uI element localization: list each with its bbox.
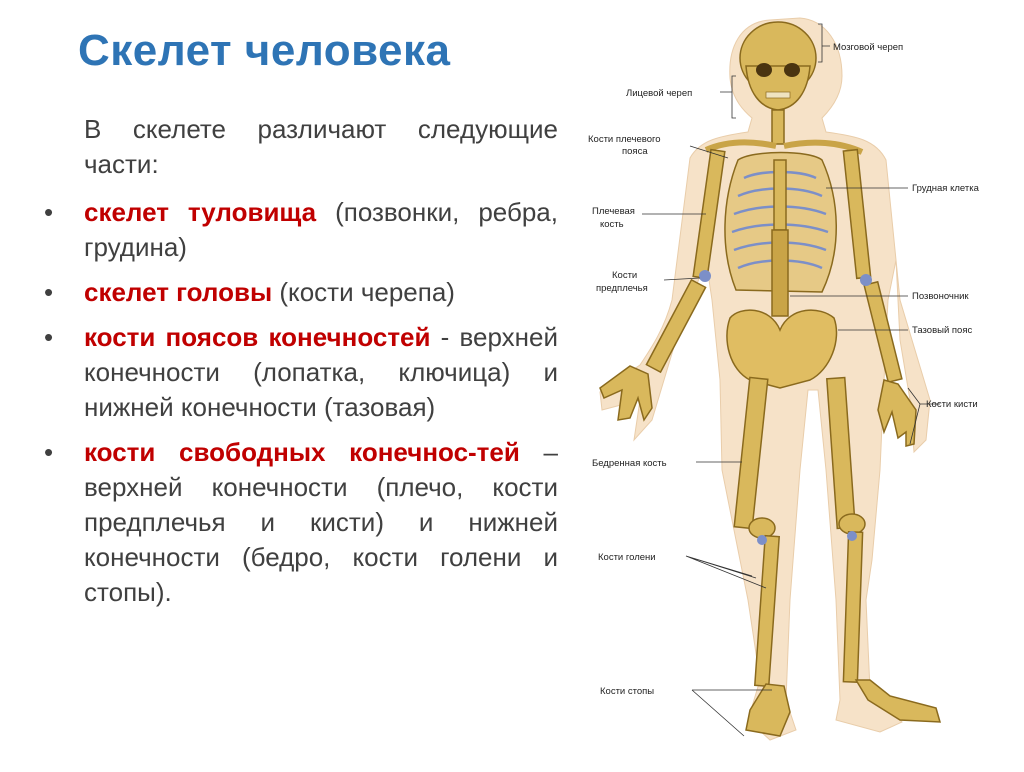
term-free-limbs: кости свободных конечнос-тей: [84, 437, 520, 467]
hand-left: [600, 366, 652, 420]
label-facial-skull: Лицевой череп: [626, 88, 693, 99]
label-brain-skull: Мозговой череп: [833, 42, 904, 53]
skeleton-figure: [572, 0, 1024, 767]
parts-list: [84, 195, 558, 610]
desc-free-limbs: – верхней конечности (плечо, кости предплечья и кисти) и нижней конечности (бедро, кости голени и стопы).: [84, 437, 558, 607]
label-pelvis: Тазовый пояс: [912, 325, 973, 336]
label-shoulder-girdle-line1: Кости плечевого: [588, 134, 661, 145]
label-femur: Бедренная кость: [592, 458, 667, 469]
teeth: [766, 92, 790, 98]
lumbar-spine: [772, 230, 788, 316]
sternum: [774, 160, 786, 230]
label-foot: Кости стопы: [600, 686, 655, 697]
label-humerus-line1: Плечевая: [592, 206, 635, 217]
label-humerus-line2: кость: [600, 219, 624, 230]
foot-left: [746, 684, 790, 736]
list-item-trunk: [84, 195, 558, 265]
slide-title: Скелет человека: [78, 26, 451, 75]
label-hand: Кости кисти: [926, 399, 978, 410]
cervical-spine: [772, 110, 784, 144]
desc-head: (кости черепа): [272, 277, 455, 307]
intro-paragraph: В скелете различают следующие части:: [84, 114, 558, 179]
label-shoulder-girdle-line2: пояса: [622, 146, 648, 157]
body-text: [84, 112, 558, 620]
label-forearm-line1: Кости: [612, 270, 638, 281]
label-shin: Кости голени: [598, 552, 656, 563]
term-head: скелет головы: [84, 277, 273, 307]
term-trunk: скелет туловища: [84, 197, 317, 227]
desc-trunk: (позвонки, ребра, грудина): [84, 197, 558, 262]
label-chest: Грудная клетка: [912, 183, 979, 194]
eye-socket-right: [784, 63, 800, 77]
label-forearm-line2: предплечья: [596, 283, 648, 294]
desc-girdles: - верхней конечности (лопатка, ключица) и нижней конечности (тазовая): [84, 322, 558, 422]
skeleton-diagram: [572, 0, 1024, 767]
list-item-head: [84, 275, 558, 310]
list-item-girdles: [84, 320, 558, 425]
list-item-free-limbs: [84, 435, 558, 610]
eye-socket-left: [756, 63, 772, 77]
label-spine: Позвоночник: [912, 291, 969, 302]
term-girdles: кости поясов конечностей: [84, 322, 431, 352]
